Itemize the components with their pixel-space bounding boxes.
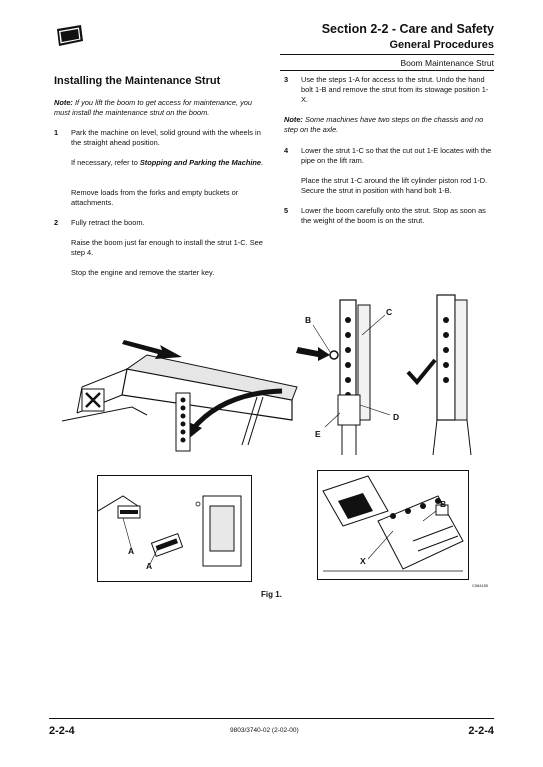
section-subtitle: General Procedures <box>389 39 494 51</box>
jcb-logo <box>55 25 85 47</box>
figure-caption: Fig 1. <box>261 590 282 599</box>
right-note-text: Some machines have two steps on the chassis and no step on the axle. <box>284 115 484 134</box>
step-5-text: Lower the boom carefully onto the strut. Stop as soon as the weight of the boom is on the strut. <box>301 206 486 225</box>
step-2-raise: Raise the boom just far enough to install the strut 1-C. See step 4. <box>71 238 263 257</box>
step-2-stop-engine: Stop the engine and remove the starter key. <box>71 268 215 277</box>
step-1-ref-pre: If necessary, refer to <box>71 158 140 167</box>
callout-x: X <box>360 556 366 566</box>
step-3-text: Use the steps 1-A for access to the strut. Undo the hand bolt 1-B and remove the strut from its stowage position 1-X. <box>301 75 489 104</box>
right-note-label: Note: <box>284 115 303 124</box>
step-4-place-strut: Place the strut 1-C around the lift cylinder piston rod 1-D. Secure the strut in position with hand bolt 1-B. <box>301 176 488 195</box>
callout-e: E <box>315 429 321 439</box>
stowage-detail-panel <box>317 470 469 580</box>
stowage-detail-drawing <box>318 471 468 579</box>
step-1-ref-post: . <box>261 158 264 167</box>
right-note <box>284 115 493 135</box>
section-title: Section 2-2 - Care and Safety <box>321 22 494 36</box>
note-label: Note: <box>54 98 73 107</box>
step-4-text: Lower the strut 1-C so that the cut out 1-E locates with the pipe on the lift ram. <box>301 146 492 165</box>
step-1-reference <box>71 158 264 168</box>
page-number-right: 2-2-4 <box>468 725 494 737</box>
steps-detail-panel <box>97 475 252 582</box>
footer-divider <box>49 718 494 719</box>
document-reference: 9803/3740-02 (2-02-00) <box>230 727 299 734</box>
step-number-1: 1 <box>54 128 59 137</box>
callout-c: C <box>386 307 393 317</box>
section-topic: Boom Maintenance Strut <box>400 58 494 68</box>
step-number-3: 3 <box>284 75 289 84</box>
figure-code: C084150 <box>472 583 489 588</box>
callout-a-first: A <box>128 546 135 556</box>
step-2-text: Fully retract the boom. <box>71 218 145 227</box>
step-number-4: 4 <box>284 146 289 155</box>
steps-detail-drawing <box>98 476 251 581</box>
page-heading: Installing the Maintenance Strut <box>54 75 221 87</box>
topic-divider <box>280 70 494 71</box>
callout-d: D <box>393 412 400 422</box>
step-number-5: 5 <box>284 206 289 215</box>
left-note <box>54 98 266 118</box>
page-number-left: 2-2-4 <box>49 725 75 737</box>
step-1-text: Park the machine on level, solid ground with the wheels in the straight ahead position. <box>71 128 261 147</box>
step-1-loads: Remove loads from the forks and empty buckets or attachments. <box>71 188 239 207</box>
header-divider <box>280 54 494 55</box>
note-text: If you lift the boom to get access for maintenance, you must install the maintenance strut on the boom. <box>54 98 253 117</box>
callout-b-bottom: B <box>440 499 447 509</box>
callout-b-top: B <box>305 315 312 325</box>
step-number-2: 2 <box>54 218 59 227</box>
callout-a-second: A <box>146 561 153 571</box>
stopping-and-parking-link[interactable]: Stopping and Parking the Machine <box>139 158 262 167</box>
strut-installed-illustration <box>405 290 495 460</box>
boom-lift-illustration <box>52 325 307 460</box>
